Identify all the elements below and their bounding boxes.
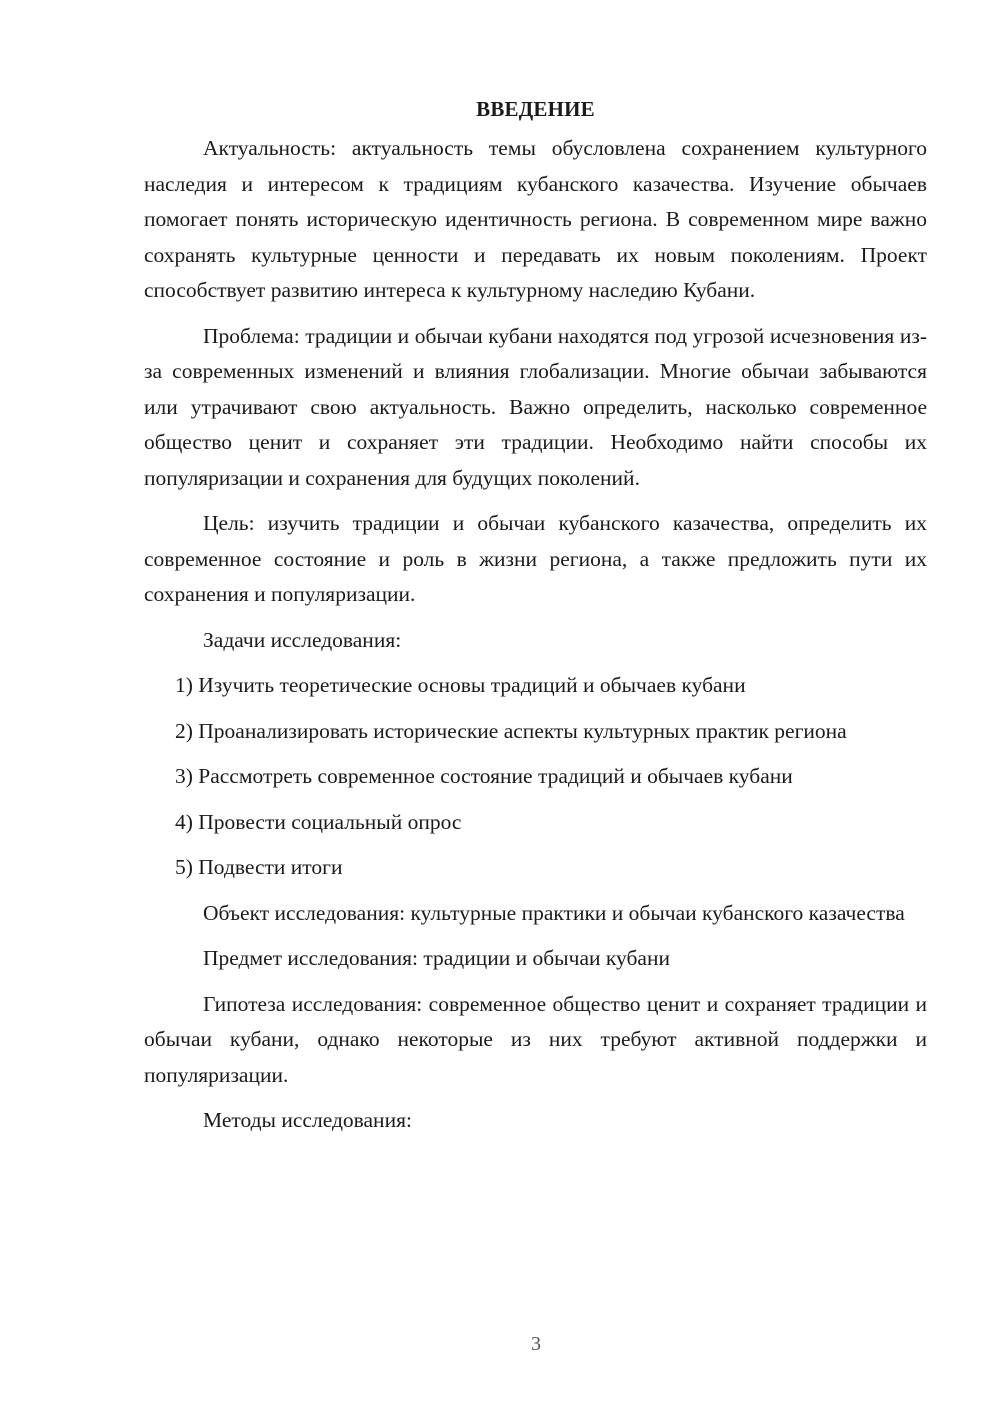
hypothesis-paragraph: Гипотеза исследования: современное общество ценит и сохраняет традиции и обычаи кубани, однако некоторые из них требуют активной поддержки и популяризации. <box>144 991 927 1087</box>
section-heading: ВВЕДЕНИЕ <box>476 97 595 121</box>
methods-title: Методы исследования: <box>203 1108 412 1132</box>
problem-paragraph: Проблема: традиции и обычаи кубани находятся под угрозой исчезновения из-за современных изменений и влияния глобализации. Многие обычаи забываются или утрачивают свою актуальность. Важно определить, насколько современное общество ценит и сохраняет эти традиции. Необходимо найти способы их популяризации и сохранения для будущих поколений. <box>144 323 927 490</box>
subject-paragraph: Предмет исследования: традиции и обычаи кубани <box>203 946 670 970</box>
task-item-5: 5) Подвести итоги <box>175 855 343 879</box>
object-paragraph: Объект исследования: культурные практики и обычаи кубанского казачества <box>203 900 905 925</box>
document-page <box>144 92 927 1149</box>
task-item-1: 1) Изучить теоретические основы традиций и обычаев кубани <box>175 673 746 697</box>
goal-paragraph: Цель: изучить традиции и обычаи кубанского казачества, определить их современное состояние и роль в жизни региона, а также предложить пути их сохранения и популяризации. <box>144 511 927 606</box>
task-item-3: 3) Рассмотреть современное состояние традиций и обычаев кубани <box>175 764 793 788</box>
page-number: 3 <box>531 1333 541 1355</box>
task-item-2: 2) Проанализировать исторические аспекты культурных практик региона <box>175 718 847 743</box>
task-item-4: 4) Провести социальный опрос <box>175 809 462 834</box>
tasks-title: Задачи исследования: <box>203 627 402 652</box>
relevance-paragraph: Актуальность: актуальность темы обусловлена сохранением культурного наследия и интересом к традициям кубанского казачества. Изучение обычаев помогает понять историческую идентичность региона. В современном мире важно сохранять культурные ценности и передавать их новым поколениям. Проект способствует развитию интереса к культурному наследию Кубани. <box>144 136 927 302</box>
